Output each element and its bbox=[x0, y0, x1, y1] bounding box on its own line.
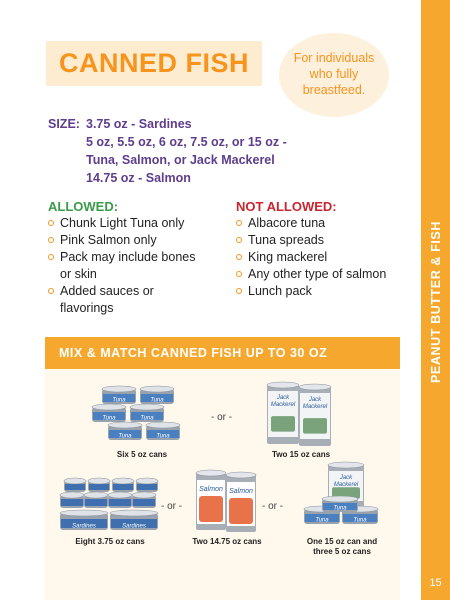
can-icon bbox=[322, 496, 358, 512]
badge-line-3: breastfeed. bbox=[302, 83, 366, 97]
six-tuna-cans-illustration bbox=[92, 386, 192, 442]
not-allowed-heading: NOT ALLOWED: bbox=[236, 199, 337, 214]
can-icon bbox=[108, 492, 132, 508]
list-item: Pink Salmon only bbox=[48, 232, 228, 249]
svg-text:Tuna: Tuna bbox=[353, 517, 367, 524]
size-line-1: 3.75 oz - Sardines bbox=[86, 117, 192, 131]
list-item: Albacore tuna bbox=[236, 215, 416, 232]
eight-sardine-cans-illustration bbox=[60, 478, 160, 532]
mix-match-banner bbox=[45, 337, 400, 369]
svg-text:Mackerel: Mackerel bbox=[270, 402, 296, 408]
page-number: 15 bbox=[429, 577, 442, 589]
mix-match-title: MIX & MATCH CANNED FISH UP TO 30 OZ bbox=[59, 346, 328, 360]
eligibility-badge bbox=[279, 33, 389, 117]
svg-text:Tuna: Tuna bbox=[156, 433, 170, 440]
can-icon bbox=[136, 478, 158, 492]
svg-text:Jack: Jack bbox=[339, 475, 353, 481]
size-label: SIZE: bbox=[48, 117, 80, 131]
combo-5-caption-line-1: One 15 oz can and bbox=[306, 537, 378, 546]
can-icon bbox=[64, 478, 86, 492]
can-icon bbox=[84, 492, 108, 508]
svg-text:Mackerel: Mackerel bbox=[302, 404, 328, 410]
svg-text:Tuna: Tuna bbox=[102, 415, 116, 422]
can-icon bbox=[146, 422, 180, 440]
can-icon bbox=[130, 404, 164, 422]
combo-1-caption: Six 5 oz cans bbox=[116, 450, 168, 459]
not-allowed-list bbox=[236, 215, 416, 300]
list-item: Tuna spreads bbox=[236, 232, 416, 249]
combo-3-caption: Eight 3.75 oz cans bbox=[75, 537, 145, 546]
can-icon bbox=[140, 386, 174, 404]
two-salmon-cans-illustration bbox=[194, 468, 260, 532]
can-icon bbox=[299, 384, 331, 446]
can-icon bbox=[92, 404, 126, 422]
combo-5-caption bbox=[290, 537, 394, 557]
svg-text:Salmon: Salmon bbox=[229, 488, 253, 495]
can-icon bbox=[267, 382, 299, 444]
size-line-4: 14.75 oz - Salmon bbox=[86, 171, 191, 185]
allowed-heading: ALLOWED: bbox=[48, 199, 119, 214]
svg-text:Tuna: Tuna bbox=[333, 505, 347, 512]
can-icon bbox=[112, 478, 134, 492]
svg-text:Tuna: Tuna bbox=[118, 433, 132, 440]
title-box bbox=[46, 41, 262, 86]
badge-line-2: who fully bbox=[309, 67, 359, 81]
can-icon bbox=[88, 478, 110, 492]
two-jack-mackerel-cans-illustration bbox=[265, 380, 337, 448]
list-item: Chunk Light Tuna only bbox=[48, 215, 228, 232]
size-line-2: 5 oz, 5.5 oz, 6 oz, 7.5 oz, or 15 oz - bbox=[86, 135, 287, 149]
combo-4-caption: Two 14.75 oz cans bbox=[192, 537, 262, 546]
or-separator: - or - bbox=[211, 412, 233, 423]
can-icon bbox=[196, 470, 226, 530]
svg-text:Mackerel: Mackerel bbox=[333, 482, 359, 488]
can-icon bbox=[132, 492, 156, 508]
allowed-list bbox=[48, 215, 228, 317]
page-title: CANNED FISH bbox=[58, 48, 249, 78]
combo-5-caption-line-2: three 5 oz cans bbox=[313, 547, 371, 556]
list-item: Added sauces or flavorings bbox=[48, 283, 228, 317]
can-icon bbox=[60, 492, 84, 508]
or-separator: - or - bbox=[161, 501, 183, 512]
or-separator: - or - bbox=[262, 501, 284, 512]
sidebar-tab bbox=[421, 0, 450, 600]
svg-text:Tuna: Tuna bbox=[315, 517, 329, 524]
can-icon bbox=[110, 510, 158, 530]
can-icon bbox=[60, 510, 108, 530]
mixed-cans-illustration bbox=[302, 462, 382, 532]
can-icon bbox=[102, 386, 136, 404]
svg-text:Tuna: Tuna bbox=[112, 397, 126, 404]
svg-text:Jack: Jack bbox=[276, 395, 290, 401]
list-item: Pack may include bones or skin bbox=[48, 249, 228, 283]
combo-2-caption: Two 15 oz cans bbox=[271, 450, 331, 459]
svg-text:Tuna: Tuna bbox=[140, 415, 154, 422]
can-icon bbox=[108, 422, 142, 440]
svg-text:Tuna: Tuna bbox=[150, 397, 164, 404]
svg-text:Salmon: Salmon bbox=[199, 486, 223, 493]
svg-text:Sardines: Sardines bbox=[72, 523, 96, 530]
svg-text:Jack: Jack bbox=[308, 397, 322, 403]
svg-text:Sardines: Sardines bbox=[122, 523, 146, 530]
list-item: Any other type of salmon bbox=[236, 266, 416, 283]
badge-line-1: For individuals bbox=[293, 51, 375, 65]
list-item: King mackerel bbox=[236, 249, 416, 266]
size-line-3: Tuna, Salmon, or Jack Mackerel bbox=[86, 153, 275, 167]
sidebar-label: PEANUT BUTTER & FISH bbox=[428, 221, 443, 383]
can-icon bbox=[226, 472, 256, 532]
list-item: Lunch pack bbox=[236, 283, 416, 300]
